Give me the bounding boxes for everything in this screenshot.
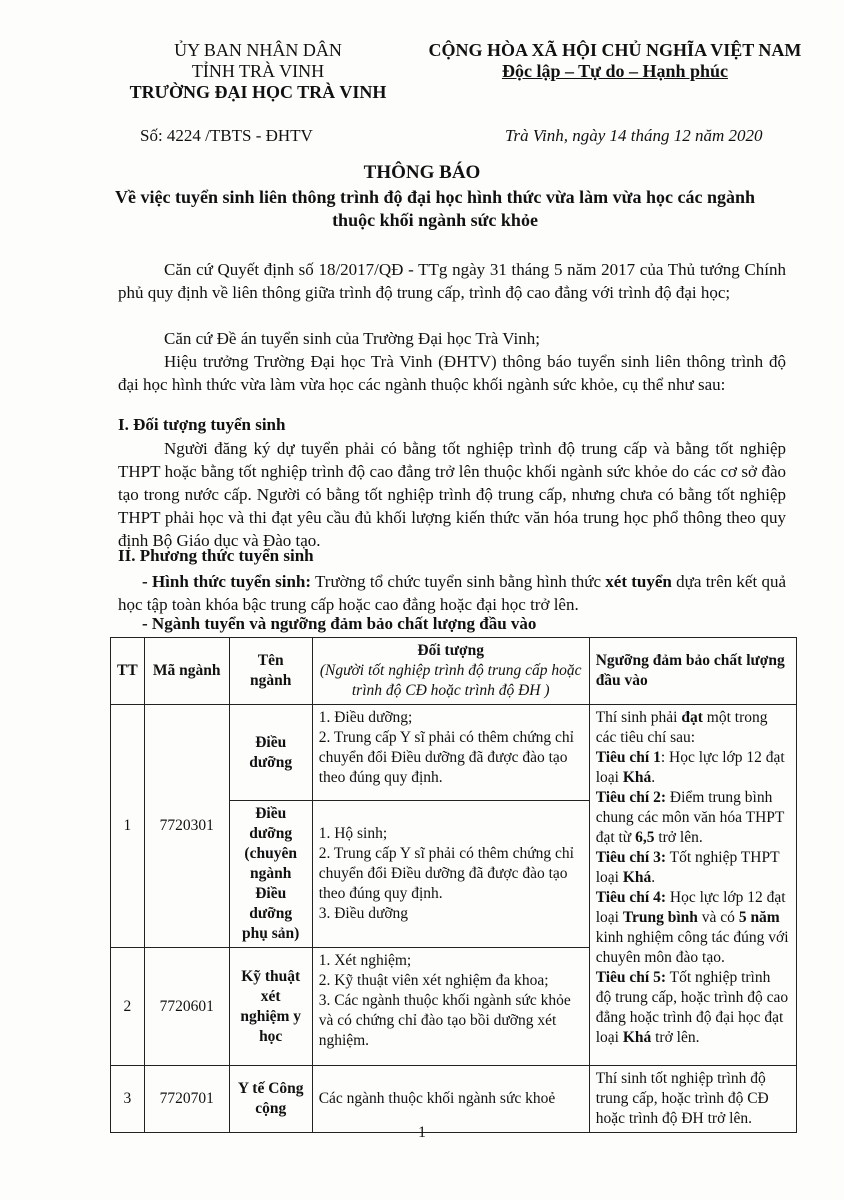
cell-nguong-criteria: Thí sinh phải đạt một trong các tiêu chí sau: Tiêu chí 1: Học lực lớp 12 đạt loại Khá. Tiêu chí 2: Điểm trung bình chung các môn văn hóa THPT đạt từ 6,5 trở lên. Tiêu chí 3: Tốt nghiệp THPT loại Khá. Tiêu chí 4: Học lực lớp 12 đạt loại Trung bình và có 5 năm kinh nghiệm công tác đúng với chuyên môn đào tạo. Tiêu chí 5: Tốt nghiệp trình độ trung cấp, hoặc trình độ cao đẳng hoặc trình độ đại học đạt loại Khá trở lên. bbox=[589, 705, 796, 1066]
document-subtitle: Về việc tuyển sinh liên thông trình độ đại học hình thức vừa làm vừa học các ngành thuộc khối ngành sức khỏe bbox=[115, 187, 755, 230]
criteria-1-label: Tiêu chí 1 bbox=[595, 749, 661, 766]
criteria-4-value: Trung bình bbox=[622, 909, 698, 926]
document-number: Số: 4224 /TBTS - ĐHTV bbox=[140, 126, 313, 145]
criteria-1-text: : Học lực lớp 12 đạt loại bbox=[595, 749, 785, 786]
criteria-2-label: Tiêu chí 2: bbox=[595, 789, 667, 806]
admission-method-text-c: dựa trên kết quả học tập toàn khóa bậc trung cấp hoặc cao đẳng hoặc đại học trở lên. bbox=[118, 572, 787, 614]
document-title: THÔNG BÁO bbox=[363, 162, 481, 183]
cell-ten-nganh: Điều dưỡng bbox=[229, 705, 312, 801]
list-item: 1. Xét nghiệm; bbox=[318, 952, 412, 969]
cell-ten-nganh: Y tế Công cộng bbox=[229, 1066, 312, 1133]
national-motto: Độc lập – Tự do – Hạnh phúc bbox=[501, 61, 729, 81]
criteria-5-label: Tiêu chí 5: bbox=[595, 969, 667, 986]
list-item: Các ngành thuộc khối ngành sức khoẻ bbox=[318, 1090, 556, 1107]
section-heading-1: I. Đối tượng tuyển sinh bbox=[118, 415, 286, 434]
header-doi-tuong-title: Đối tượng bbox=[417, 642, 484, 659]
table-row bbox=[111, 1066, 797, 1133]
cell-ma-nganh: 7720601 bbox=[144, 948, 229, 1066]
criteria-3-label: Tiêu chí 3: bbox=[595, 849, 667, 866]
cell-tt: 3 bbox=[111, 1066, 145, 1133]
cell-nguong: Thí sinh tốt nghiệp trình độ trung cấp, hoặc trình độ CĐ hoặc trình độ ĐH trở lên. bbox=[589, 1066, 796, 1133]
criteria-4-years: 5 năm bbox=[738, 909, 780, 926]
criteria-3-value: Khá bbox=[622, 869, 652, 886]
criteria-intro: Thí sinh phải bbox=[595, 709, 682, 726]
cell-tt: 2 bbox=[111, 948, 145, 1066]
admission-method-label: - Hình thức tuyển sinh: bbox=[142, 572, 312, 591]
cell-tt: 1 bbox=[111, 705, 145, 948]
national-title: CỘNG HÒA XÃ HỘI CHỦ NGHĨA VIỆT NAM bbox=[428, 40, 802, 60]
list-item: 2. Trung cấp Y sĩ phải có thêm chứng chỉ chuyển đổi Điều dưỡng đã được đào tạo theo đúng quy định. bbox=[318, 729, 574, 786]
cell-doi-tuong bbox=[312, 705, 589, 801]
list-item: 3. Các ngành thuộc khối ngành sức khỏe và có chứng chỉ đào tạo bồi dưỡng xét nghiệm. bbox=[318, 992, 571, 1049]
criteria-intro-emphasis: đạt bbox=[681, 709, 703, 726]
issuer-line-3: TRƯỜNG ĐẠI HỌC TRÀ VINH bbox=[129, 82, 387, 102]
criteria-5-text: Tốt nghiệp trình độ trung cấp, hoặc trình độ cao đẳng hoặc trình độ đại học đạt loại bbox=[595, 969, 789, 1046]
cell-doi-tuong bbox=[312, 1066, 589, 1133]
header-nguong: Ngưỡng đảm bảo chất lượng đầu vào bbox=[589, 638, 796, 705]
header-doi-tuong-sub: (Người tốt nghiệp trình độ trung cấp hoặc trình độ CĐ hoặc trình độ ĐH ) bbox=[319, 662, 582, 699]
cell-ma-nganh: 7720301 bbox=[144, 705, 229, 948]
table-row bbox=[111, 705, 797, 801]
table-header-row bbox=[111, 638, 797, 705]
criteria-3-text: Tốt nghiệp THPT loại bbox=[595, 849, 780, 886]
criteria-2-text: Điểm trung bình chung các môn văn hóa THPT đạt từ bbox=[595, 789, 785, 846]
criteria-1-value: Khá bbox=[622, 769, 652, 786]
national-heading bbox=[405, 40, 825, 82]
section-heading-2: II. Phương thức tuyển sinh bbox=[118, 546, 314, 565]
header-ma-nganh: Mã ngành bbox=[144, 638, 229, 705]
list-item: 2. Kỹ thuật viên xét nghiệm đa khoa; bbox=[318, 972, 549, 989]
criteria-2-end: trở lên. bbox=[654, 829, 703, 846]
cell-ma-nganh: 7720701 bbox=[144, 1066, 229, 1133]
majors-table bbox=[110, 637, 797, 1133]
cell-ten-nganh: Điều dưỡng (chuyên ngành Điều dưỡng phụ sản) bbox=[229, 801, 312, 948]
header-tt: TT bbox=[111, 638, 145, 705]
criteria-2-value: 6,5 bbox=[635, 829, 655, 846]
list-item: 2. Trung cấp Y sĩ phải có thêm chứng chỉ chuyển đổi Điều dưỡng đã được đào tạo theo đúng quy định. bbox=[318, 845, 574, 902]
paragraph-admission-method bbox=[118, 570, 786, 616]
issuer-block bbox=[118, 40, 398, 103]
cell-ten-nganh: Kỹ thuật xét nghiệm y học bbox=[229, 948, 312, 1066]
cell-doi-tuong bbox=[312, 948, 589, 1066]
admission-method-emphasis: xét tuyển bbox=[605, 572, 672, 591]
paragraph-announcement: Hiệu trưởng Trường Đại học Trà Vinh (ĐHTV) thông báo tuyển sinh liên thông trình độ đại học hình thức vừa làm vừa học các ngành thuộc khối ngành sức khỏe, cụ thể như sau: bbox=[118, 352, 786, 394]
criteria-5-value: Khá bbox=[622, 1029, 652, 1046]
header-ten-nganh: Tên ngành bbox=[229, 638, 312, 705]
cell-doi-tuong bbox=[312, 801, 589, 948]
table-heading: - Ngành tuyển và ngưỡng đảm bảo chất lượng đầu vào bbox=[142, 614, 537, 633]
criteria-5-end: trở lên. bbox=[651, 1029, 700, 1046]
list-item: 1. Hộ sinh; bbox=[318, 825, 388, 842]
criteria-4-mid: và có bbox=[697, 909, 739, 926]
criteria-4-text: Học lực lớp 12 đạt loại bbox=[595, 889, 786, 926]
header-doi-tuong bbox=[312, 638, 589, 705]
criteria-4-end: kinh nghiệm công tác đúng với chuyên môn đào tạo. bbox=[595, 929, 789, 966]
list-item: 3. Điều dưỡng bbox=[318, 905, 409, 922]
list-item: 1. Điều dưỡng; bbox=[318, 709, 413, 726]
page-number: 1 bbox=[418, 1124, 426, 1141]
paragraph-eligibility: Người đăng ký dự tuyển phải có bằng tốt nghiệp trình độ trung cấp và bằng tốt nghiệp THPT hoặc bằng tốt nghiệp trình độ cao đẳng trở lên thuộc khối ngành sức khỏe do các cơ sở đào tạo trong nước cấp. Người có bằng tốt nghiệp trình độ trung cấp, nhưng chưa có bằng tốt nghiệp THPT phải học và thi đạt yêu cầu đủ khối lượng kiến thức văn hóa trung học phổ thông theo quy định Bộ Giáo dục và Đào tạo. bbox=[118, 439, 786, 550]
paragraph-legal-basis-2: Căn cứ Đề án tuyển sinh của Trường Đại học Trà Vinh; bbox=[164, 329, 540, 348]
issuer-line-1: ỦY BAN NHÂN DÂN bbox=[174, 40, 342, 60]
issuer-line-2: TỈNH TRÀ VINH bbox=[191, 61, 325, 81]
criteria-intro-end: một trong các tiêu chí sau: bbox=[595, 709, 768, 746]
admission-method-text-a: Trường tổ chức tuyển sinh bằng hình thức bbox=[311, 572, 606, 591]
criteria-4-label: Tiêu chí 4: bbox=[595, 889, 667, 906]
date-line: Trà Vinh, ngày 14 tháng 12 năm 2020 bbox=[505, 126, 763, 145]
paragraph-legal-basis-1: Căn cứ Quyết định số 18/2017/QĐ - TTg ngày 31 tháng 5 năm 2017 của Thủ tướng Chính phủ quy định về liên thông giữa trình độ trung cấp, trình độ cao đẳng với trình độ đại học; bbox=[118, 260, 786, 302]
